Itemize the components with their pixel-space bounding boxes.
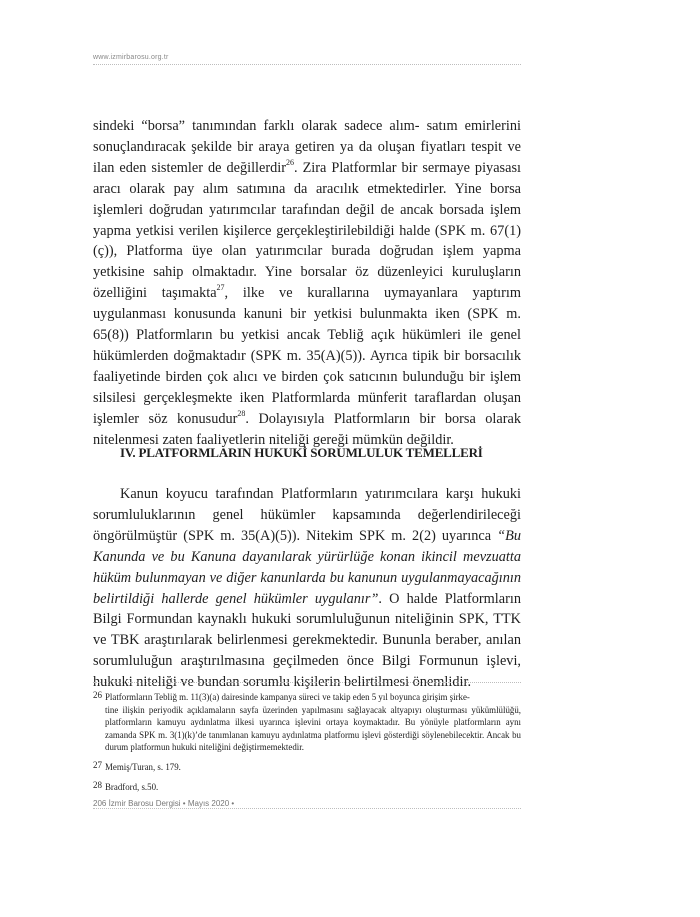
section-heading: IV. PLATFORMLARIN HUKUKİ SORUMLULUK TEMELLERİ (120, 445, 483, 460)
footnote-ref-27[interactable]: 27 (216, 283, 225, 293)
page-footer: 206 İzmir Barosu Dergisi • Mayıs 2020 • (93, 799, 238, 808)
para2-quote: “Bu Kanunda ve bu Kanuna dayanılarak yürürlüğe konan ikincil mevzuatta hüküm bulunmayan ve diğer kanunlarda bu kanunun uygulanmayacağının belirtildiği hallerde genel hükümler uygulanır” (93, 527, 521, 607)
para1-text-b: . Zira Platformlar bir sermaye piyasası aracı olarak pay alım satımına da aracılık etmektedirler. Yine borsa işlemleri doğrudan yatırımcılar tarafından değil de ancak borsada işlem yapma yetkisi verilen kişilerce gerçekleştirilebildiği halde (SPK m. 67(1)(ç)), Platforma üye olan yatırımcılar burada doğrudan işlem yapma yetkisine sahip olmaktadır. Yine borsalar öz düzenleyici kuruluşların özelliğini taşımakta (93, 159, 521, 302)
header-url: www.izmirbarosu.org.tr (93, 54, 169, 61)
footer-divider (93, 808, 521, 809)
footnote-number: 27 (93, 759, 102, 770)
body-paragraph-2 (93, 484, 521, 693)
body-paragraph-1 (93, 116, 521, 451)
footnote-text: Bradford, s.50. (105, 781, 159, 792)
footnote-number: 26 (93, 690, 102, 700)
footnote-text-continued: tine ilişkin periyodik açıklamaların sayfa üzerinden yapılmasını sağlayacak altyapıyı oluşturması yükümlülüğü, platformların kamuyu aydınlatma ilkesi uyarınca işlevini ortaya koymaktadır. Bu yönüyle platformların aynı zamanda SPK m. 3(1)(k)’de tanımlanan kamuyu aydınlatma platformu işlevi gösterdiği söylenebilecektir. Ancak bu durum platformun hukuki niteliğini değiştirmemektedir. (105, 704, 521, 753)
footnote-27 (93, 761, 521, 774)
para2-text-a: Kanun koyucu tarafından Platformların yatırımcılara karşı hukuki sorumluluklarının genel hükümler kapsamında değerlendirileceği öngörülmüştür (SPK m. 35(A)(5)). Nitekim SPK m. 2(2) uyarınca (93, 486, 521, 544)
footnote-text: Platformların Tebliğ m. 11(3)(a) dairesinde kampanya süreci ve takip eden 5 yıl boyunca girişim şirke- (105, 692, 470, 702)
para1-text-c: , ilke ve kurallarına uymayanlara yaptırım uygulanması konusunda kanuni bir yetkisi bulunmakta iken (SPK m. 65(8)) Platformların bu yetkisi ancak Tebliğ açık hükümleri ile genel hükümlerden doğmaktadır (SPK m. 35(A)(5)). Ayrıca tipik bir borsacılık faaliyetinde birden çok alıcı ve birden çok satıcının bulunduğu bir işlem silsilesi gerçekleşmekte iken Platformlarda münferit taraflardan oluşan işlemler söz konusudur (93, 285, 522, 427)
para2-text-b: . O halde Platformların Bilgi Formundan kaynaklı hukuki sorumluluğunun niteliğinin SPK, TTK ve TBK araştırılarak belirlenmesi gerekmektedir. Bununla beraber, anılan sorumluluğun araştırılmasına geçilmeden önce Bilgi Formunun işlevi, hukuki niteliği ve bundan sorumlu kişilerin belirtilmesi önemlidir. (93, 590, 521, 691)
footnote-ref-28[interactable]: 28 (237, 408, 246, 418)
para1-text-a: sindeki “borsa” tanımından farklı olarak sadece alım- satım emirlerini sonuçlandıracak şekilde bir araya getiren ya da oluşan fiyatları tespit ve ilan eden sistemler de değillerdir (93, 118, 521, 176)
header-divider (93, 64, 521, 65)
footnote-26 (93, 691, 521, 754)
footnote-number: 28 (93, 779, 102, 790)
footnotes (93, 691, 521, 800)
footnote-divider (93, 682, 521, 683)
footnote-28 (93, 781, 521, 794)
para1-text-d: . Dolayısıyla Platformların bir borsa olarak nitelenmesi zaten faaliyetlerin niteliği gereği mümkün değildir. (93, 410, 521, 448)
footnote-ref-26[interactable]: 26 (286, 158, 295, 168)
footnote-text: Memiş/Turan, s. 179. (105, 761, 181, 772)
